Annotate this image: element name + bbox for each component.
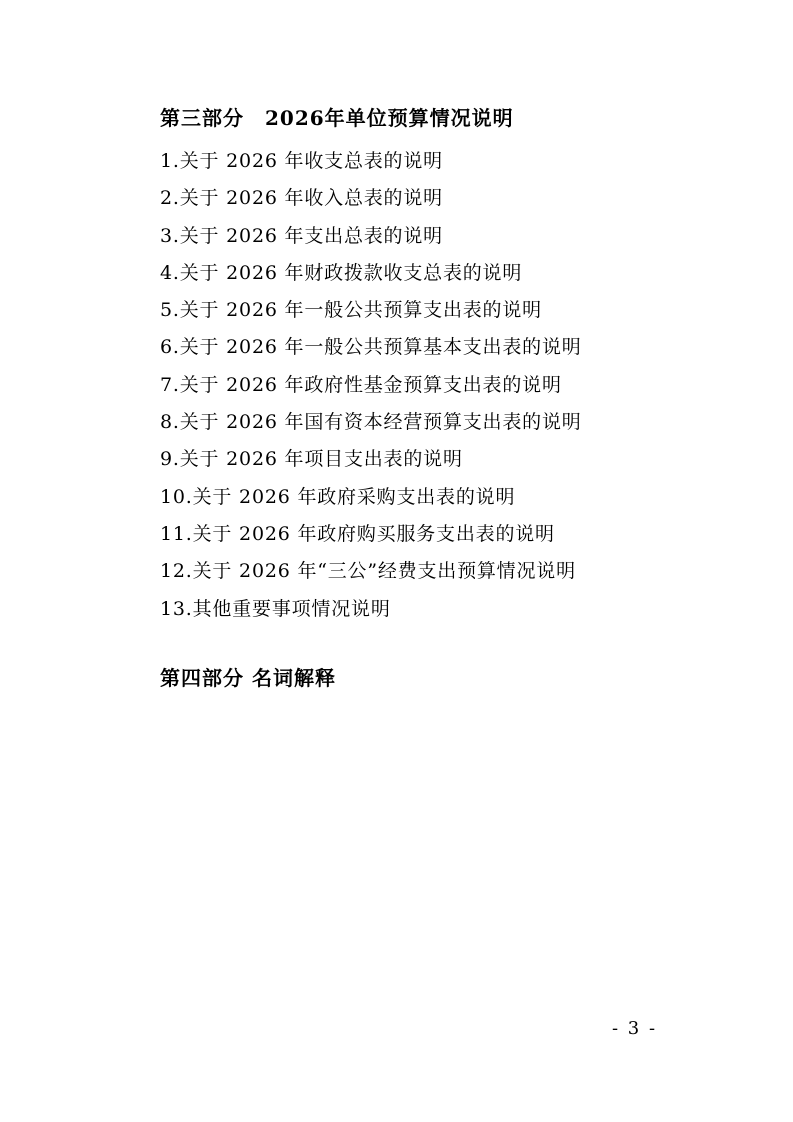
- toc-item: 12.关于 2026 年“三公”经费支出预算情况说明: [160, 560, 576, 583]
- toc-item: 3.关于 2026 年支出总表的说明: [160, 224, 443, 247]
- toc-item: 11.关于 2026 年政府购买服务支出表的说明: [160, 522, 555, 545]
- toc-item: 5.关于 2026 年一般公共预算支出表的说明: [160, 299, 542, 322]
- toc-item: 9.关于 2026 年项目支出表的说明: [160, 448, 463, 471]
- toc-item: 7.关于 2026 年政府性基金预算支出表的说明: [160, 373, 562, 396]
- part3-toc-list: [160, 143, 582, 628]
- toc-item: 10.关于 2026 年政府采购支出表的说明: [160, 485, 516, 508]
- page-number: - 3 -: [612, 1018, 658, 1039]
- toc-item: 2.关于 2026 年收入总表的说明: [160, 187, 443, 210]
- toc-item: 8.关于 2026 年国有资本经营预算支出表的说明: [160, 411, 582, 434]
- toc-item: 4.关于 2026 年财政拨款收支总表的说明: [160, 261, 523, 284]
- toc-item: 6.关于 2026 年一般公共预算基本支出表的说明: [160, 336, 582, 359]
- part3-heading: 第三部分 2026年单位预算情况说明: [160, 106, 514, 130]
- toc-item: 1.关于 2026 年收支总表的说明: [160, 150, 443, 172]
- toc-item: 13.其他重要事项情况说明: [160, 597, 391, 620]
- part4-heading: 第四部分 名词解释: [160, 666, 336, 690]
